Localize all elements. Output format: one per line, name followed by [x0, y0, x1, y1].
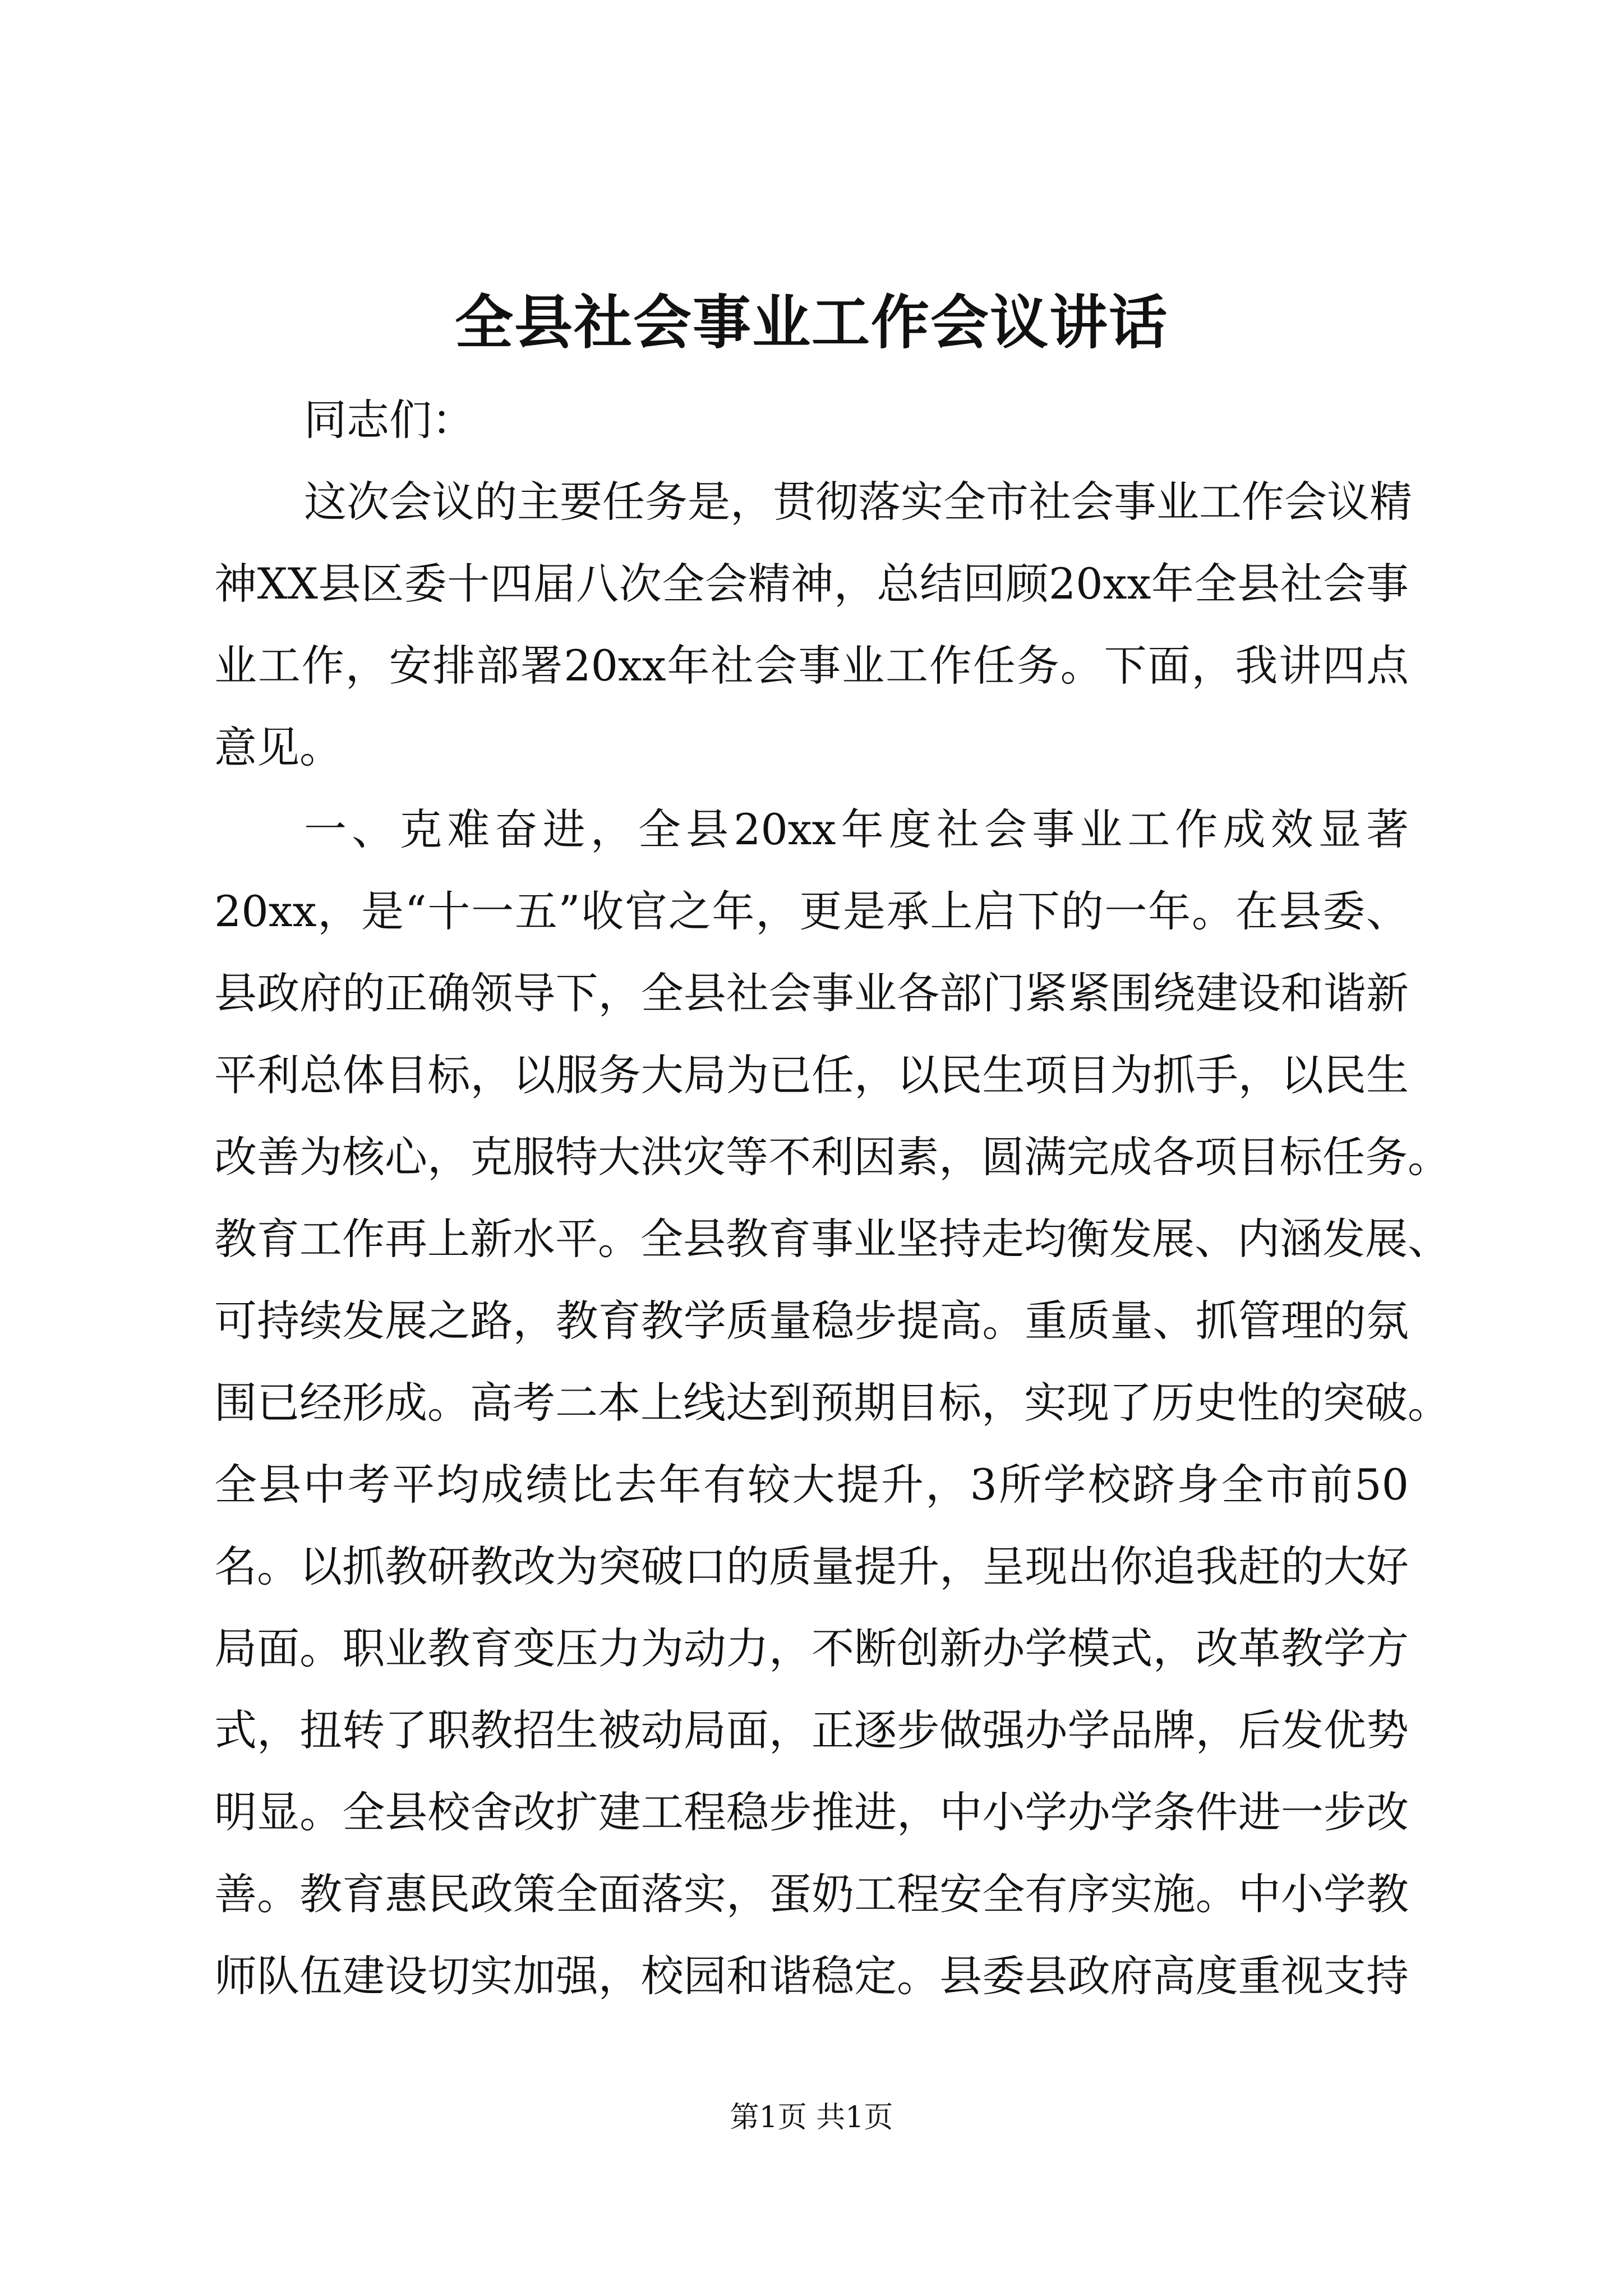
body-line: 业工作，安排部署20xx年社会事业工作任务。下面，我讲四点 — [214, 641, 1409, 691]
body-line: 改善为核心，克服特大洪灾等不利因素，圆满完成各项目标任务。 — [214, 1132, 1450, 1182]
body-line: 师队伍建设切实加强，校园和谐稳定。县委县政府高度重视支持 — [214, 1951, 1409, 2001]
document-title: 全县社会事业工作会议讲话 — [454, 288, 1168, 357]
body-line: 名。以抓教研教改为突破口的质量提升，呈现出你追我赶的大好 — [214, 1542, 1409, 1591]
body-line: 善。教育惠民政策全面落实，蛋奶工程安全有序实施。中小学教 — [214, 1869, 1409, 1919]
body-line: 意见。 — [214, 723, 342, 772]
body-line: 明显。全县校舍改扩建工程稳步推进，中小学办学条件进一步改 — [214, 1787, 1409, 1837]
body-line: 全县中考平均成绩比去年有较大提升，3所学校跻身全市前50 — [214, 1460, 1409, 1510]
body-line: 局面。职业教育变压力为动力，不断创新办学模式，改革教学方 — [214, 1623, 1409, 1673]
body-line: 可持续发展之路，教育教学质量稳步提高。重质量、抓管理的氛 — [214, 1296, 1409, 1346]
body-line: 教育工作再上新水平。全县教育事业坚持走均衡发展、内涵发展、 — [214, 1214, 1450, 1264]
body-line: 平利总体目标，以服务大局为已任，以民生项目为抓手，以民生 — [214, 1050, 1409, 1100]
body-line: 20xx，是“十一五”收官之年，更是承上启下的一年。在县委、 — [214, 886, 1409, 936]
salutation-line: 同志们： — [304, 395, 474, 445]
document-body — [214, 379, 1450, 2017]
body-line: 这次会议的主要任务是，贯彻落实全市社会事业工作会议精 — [304, 477, 1412, 527]
body-line: 县政府的正确领导下，全县社会事业各部门紧紧围绕建设和谐新 — [214, 968, 1409, 1018]
section-heading-line: 一、克难奋进，全县20xx年度社会事业工作成效显著 — [304, 804, 1409, 854]
body-line: 神XX县区委十四届八次全会精神，总结回顾20xx年全县社会事 — [214, 559, 1409, 609]
page-number-footer: 第1页 共1页 — [730, 2101, 893, 2134]
body-line: 式，扭转了职教招生被动局面，正逐步做强办学品牌，后发优势 — [214, 1705, 1409, 1755]
body-line: 围已经形成。高考二本上线达到预期目标，实现了历史性的突破。 — [214, 1378, 1450, 1428]
